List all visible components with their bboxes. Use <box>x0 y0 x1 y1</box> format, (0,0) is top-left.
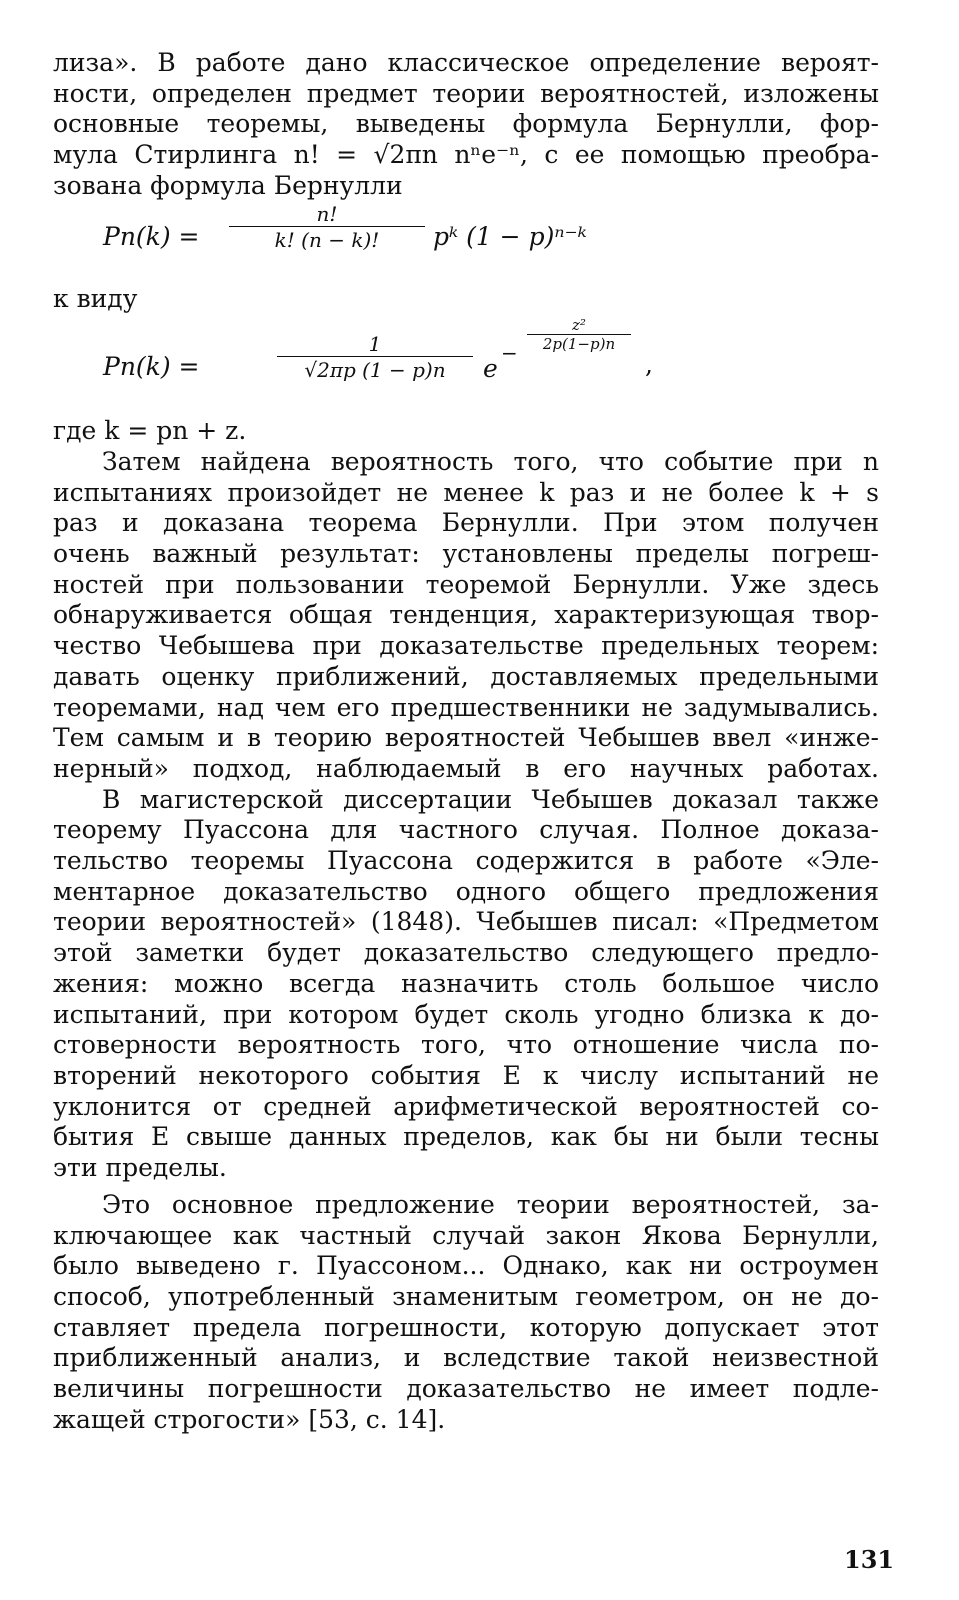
text-line: мула Стирлинга n! = √2πn nⁿe⁻ⁿ, с ее помощью преобра- <box>53 140 879 170</box>
text-line: способ, употребленный знаменитым геометром, он не до- <box>53 1281 879 1311</box>
text-line: нерный» подход, наблюдаемый в его научных работах. <box>53 753 879 783</box>
text-to-form <box>53 284 879 315</box>
text-line: ключающее как частный случай закон Якова Бернулли, <box>53 1220 879 1250</box>
equation-approximation <box>53 314 879 416</box>
text-line: теории вероятностей» (1848). Чебышев писал: «Предметом <box>53 907 879 937</box>
text-line: тельство теоремы Пуассона содержится в работе «Эле- <box>53 846 879 876</box>
text-line: очень важный результат: установлены пределы погреш- <box>53 539 879 569</box>
text-line: стоверности вероятность того, что отношение числа по- <box>53 1030 879 1060</box>
text-line: величины погрешности доказательство не имеет подле- <box>53 1374 879 1404</box>
text-line: приближенный анализ, и вследствие такой неизвестной <box>53 1343 879 1373</box>
text-line: теорему Пуассона для частного случая. Полное доказа- <box>53 815 879 845</box>
text-line: давать оценку приближений, доставляемых предельными <box>53 661 879 691</box>
text-line: бытия E свыше данных пределов, как бы ни были тесны <box>53 1122 879 1152</box>
text-line: Затем найдена вероятность того, что событие при n <box>102 446 879 476</box>
text-line: обнаруживается общая тенденция, характеризующая твор- <box>53 600 879 630</box>
page-body <box>53 48 879 1435</box>
text-line: было выведено г. Пуассоном... Однако, как ни остроумен <box>53 1251 879 1281</box>
text-line: жения: можно всегда назначить столь большое число <box>53 968 879 998</box>
equation-lhs: Pn(k) = <box>103 221 200 251</box>
text-line: зована формула Бернулли <box>53 170 403 200</box>
text-line: ментарное доказательство одного общего предложения <box>53 876 879 906</box>
text-line: эти пределы. <box>53 1153 227 1183</box>
paragraph-bernoulli-theorem <box>53 447 879 785</box>
equation-bernoulli <box>53 202 879 284</box>
equation-lhs: Pn(k) = <box>103 352 200 382</box>
text-line: В магистерской диссертации Чебышев доказал также <box>102 784 879 814</box>
paragraph-quotation <box>53 1190 879 1436</box>
text-line: раз и доказана теорема Бернулли. При этом получен <box>53 508 879 538</box>
text-where <box>53 416 879 447</box>
text-line: к виду <box>53 283 138 313</box>
text-line: ности, определен предмет теории вероятностей, изложены <box>53 78 879 108</box>
text-line: чество Чебышева при доказательстве предельных теорем: <box>53 631 879 661</box>
text-line: уклонится от средней арифметической вероятностей со- <box>53 1091 879 1121</box>
text-line: Это основное предложение теории вероятностей, за- <box>102 1189 879 1219</box>
text-line: испытаний, при котором будет сколь угодно близка к до- <box>53 999 879 1029</box>
equation-fraction <box>277 332 473 383</box>
paragraph-intro <box>53 48 879 202</box>
exponent-fraction <box>527 316 631 353</box>
text-line: теоремами, над чем его предшественники не задумывались. <box>53 692 879 722</box>
fraction-denominator: √2πp (1 − p)n <box>304 358 446 383</box>
text-line: жащей строгости» [53, с. 14]. <box>53 1404 446 1434</box>
page-number: 131 <box>844 1545 895 1574</box>
equation-fraction <box>229 202 425 253</box>
exponent-minus-sign: − <box>501 341 518 366</box>
text-line: испытаниях произойдет не менее k раз и не более k + s <box>53 477 879 507</box>
text-line: основные теоремы, выведены формула Бернулли, фор- <box>53 109 879 139</box>
equation-tail: pᵏ (1 − p)ⁿ⁻ᵏ <box>433 221 587 251</box>
text-line: вторений некоторого события E к числу испытаний не <box>53 1060 879 1090</box>
fraction-numerator: n! <box>316 201 338 226</box>
text-line: где k = pn + z. <box>53 416 247 446</box>
paragraph-poisson-theorem <box>53 785 879 1184</box>
equation-trailing-comma: , <box>645 350 653 380</box>
text-line: ставляет предела погрешности, которую допускает этот <box>53 1312 879 1342</box>
text-line: ностей при пользовании теоремой Бернулли. Уже здесь <box>53 569 879 599</box>
text-line: этой заметки будет доказательство следующего предло- <box>53 938 879 968</box>
fraction-numerator: 1 <box>368 332 382 357</box>
fraction-denominator: k! (n − k)! <box>274 227 380 252</box>
exponential-base: e <box>483 354 498 384</box>
exponent-numerator: z² <box>572 316 586 335</box>
exponent-denominator: 2p(1−p)n <box>542 335 616 354</box>
text-line: Тем самым и в теорию вероятностей Чебышев ввел «инже- <box>53 723 879 753</box>
text-line: лиза». В работе дано классическое определение вероят- <box>53 48 879 77</box>
